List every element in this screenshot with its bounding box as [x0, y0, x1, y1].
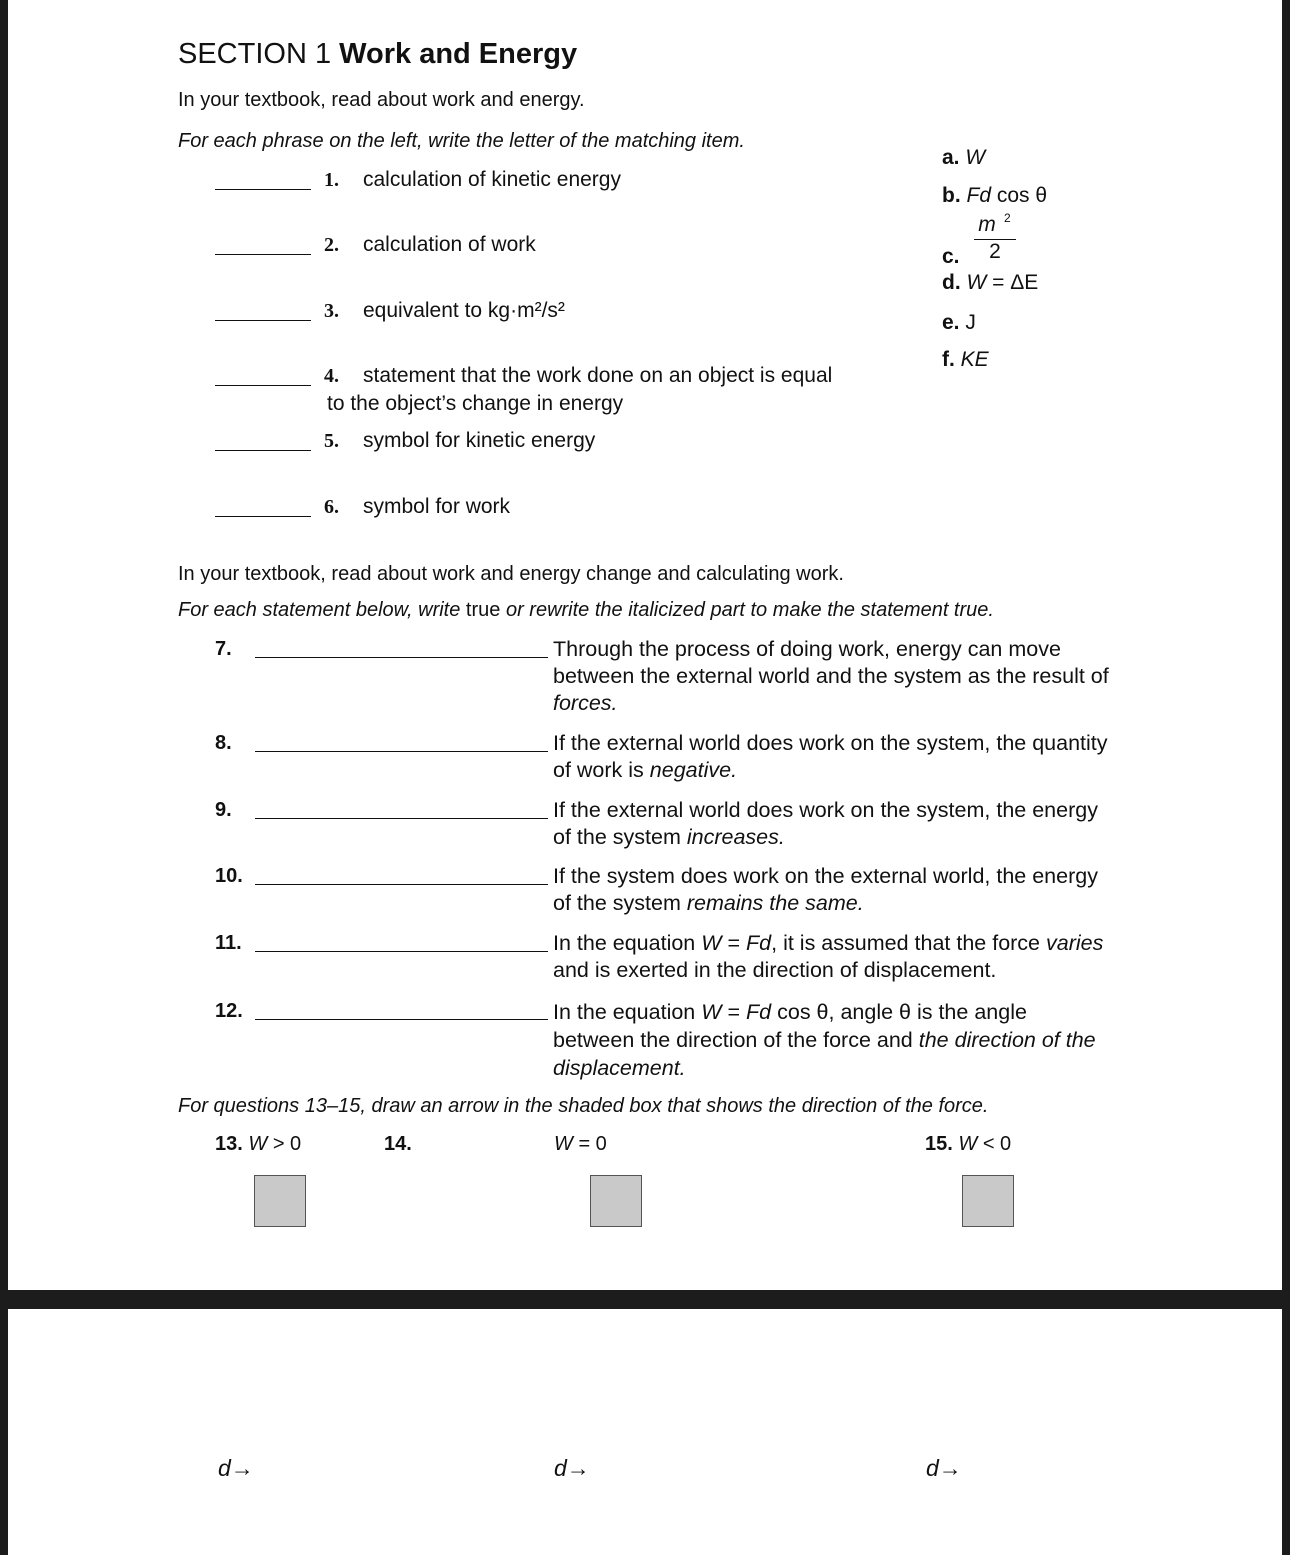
statement-number: 10.: [215, 865, 243, 887]
option-text: cos θ: [991, 184, 1048, 207]
option-b: [942, 184, 1047, 208]
item-number: 6.: [324, 496, 339, 518]
true-false-instructions: [178, 599, 994, 622]
option-letter: b.: [942, 184, 961, 207]
statement-text-9: If the external world does work on the system, the energy of the system increases.: [553, 797, 1163, 851]
arrow-instructions: For questions 13–15, draw an arrow in the shaded box that shows the direction of the force.: [178, 1095, 989, 1117]
item-number: 2.: [324, 234, 339, 256]
item-number: 1.: [324, 169, 339, 191]
intro-text-2: In your textbook, read about work and energy change and calculating work.: [178, 563, 844, 585]
answer-blank-11[interactable]: [255, 951, 548, 952]
item-text: symbol for work: [363, 495, 511, 518]
question-14-number: 14.: [384, 1133, 412, 1155]
worksheet-page-continued: [8, 1309, 1282, 1555]
statement-number: 8.: [215, 732, 232, 754]
answer-blank-5[interactable]: [215, 450, 311, 451]
shaded-box-14[interactable]: [590, 1175, 642, 1227]
statement-number: 12.: [215, 1000, 243, 1022]
statement-number: 7.: [215, 638, 232, 660]
italic-part: displacement.: [553, 1056, 686, 1080]
answer-blank-8[interactable]: [255, 751, 548, 752]
shaded-box-13[interactable]: [254, 1175, 306, 1227]
right-arrow-icon: →: [566, 1455, 590, 1481]
instr-part: For each statement below, write: [178, 599, 466, 621]
statement-line: If the external world does work on the system, the energy: [553, 798, 1098, 822]
displacement-label-14: d→: [554, 1455, 590, 1481]
section-title: Work and Energy: [339, 38, 578, 70]
worksheet-page: [8, 0, 1282, 1290]
displacement-label-15: d→: [926, 1455, 962, 1481]
statement-number: 11.: [215, 932, 242, 954]
option-text: W: [965, 146, 986, 169]
option-letter: a.: [942, 146, 960, 169]
option-text: KE: [960, 348, 989, 371]
question-15-label: 15. W < 0: [925, 1133, 1012, 1155]
italic-part: remains the same.: [686, 891, 864, 915]
answer-blank-7[interactable]: [255, 657, 548, 658]
statement-text-11: In the equation W = Fd, it is assumed that the force varies and is exerted in the direction of displacement.: [553, 930, 1163, 984]
statement-text-8: If the external world does work on the system, the quantity of work is negative.: [553, 730, 1163, 784]
option-letter: c.: [942, 245, 960, 268]
item-text: statement that the work done on an object is equal: [363, 364, 833, 387]
answer-blank-1[interactable]: [215, 189, 311, 190]
answer-blank-3[interactable]: [215, 320, 311, 321]
instr-true-word: true: [465, 599, 501, 621]
italic-part: increases.: [686, 825, 785, 849]
section-heading: [178, 38, 577, 71]
statement-line: If the external world does work on the system, the quantity: [553, 731, 1108, 755]
answer-blank-4[interactable]: [215, 385, 311, 386]
question-14-condition: W = 0: [554, 1133, 607, 1155]
option-text: J: [965, 311, 976, 334]
item-text: symbol for kinetic energy: [363, 429, 596, 452]
fraction-numerator: m: [978, 213, 996, 236]
italic-part: the direction of the: [918, 1028, 1096, 1052]
option-a: [942, 146, 985, 170]
option-text: W: [966, 271, 987, 294]
answer-blank-10[interactable]: [255, 884, 548, 885]
statement-text-10: If the system does work on the external world, the energy of the system remains the same.: [553, 863, 1163, 917]
italic-part: negative.: [649, 758, 738, 782]
option-text: Fd: [966, 184, 992, 207]
statement-text-7: [553, 636, 1163, 717]
item-number: 5.: [324, 430, 339, 452]
option-f: [942, 348, 989, 372]
intro-text-1: In your textbook, read about work and energy.: [178, 89, 585, 111]
answer-blank-6[interactable]: [215, 516, 311, 517]
fraction-superscript: 2: [1004, 211, 1011, 225]
option-text: = ΔE: [986, 271, 1039, 294]
right-arrow-icon: →: [230, 1455, 254, 1481]
displacement-label-13: d→: [218, 1455, 254, 1481]
item-number: 3.: [324, 300, 339, 322]
statement-text-12: In the equation W = Fd cos θ, angle θ is the angle between the direction of the force and the direction of the displacement.: [553, 1000, 1096, 1080]
item-text: calculation of kinetic energy: [363, 168, 621, 191]
option-e: [942, 311, 976, 335]
item-text: calculation of work: [363, 233, 536, 256]
italic-part: forces.: [553, 691, 618, 715]
option-letter: f.: [942, 348, 955, 371]
question-13-label: 13. W > 0: [215, 1133, 302, 1155]
shaded-box-15[interactable]: [962, 1175, 1014, 1227]
answer-blank-9[interactable]: [255, 818, 548, 819]
item-text-continued: to the object’s change in energy: [327, 392, 624, 415]
statement-number: 9.: [215, 799, 232, 821]
italic-part: varies: [1046, 931, 1104, 955]
statement-line: If the system does work on the external world, the energy: [553, 864, 1098, 888]
statement-line: between the external world and the system as the result of: [553, 664, 1109, 688]
matching-instructions: For each phrase on the left, write the letter of the matching item.: [178, 130, 745, 152]
statement-line: and is exerted in the direction of displacement.: [553, 958, 997, 982]
instr-part: or rewrite the italicized part to make the statement true.: [500, 599, 994, 621]
answer-blank-12[interactable]: [255, 1019, 548, 1020]
right-arrow-icon: →: [938, 1455, 962, 1481]
item-number: 4.: [324, 365, 339, 387]
fraction-denominator: 2: [989, 240, 1001, 263]
option-letter: e.: [942, 311, 960, 334]
option-letter: d.: [942, 271, 961, 294]
item-text: equivalent to kg·m²/s²: [363, 299, 565, 322]
answer-blank-2[interactable]: [215, 254, 311, 255]
option-d: [942, 271, 1038, 295]
statement-line: Through the process of doing work, energy can move: [553, 637, 1061, 661]
section-label: SECTION 1: [178, 38, 332, 70]
